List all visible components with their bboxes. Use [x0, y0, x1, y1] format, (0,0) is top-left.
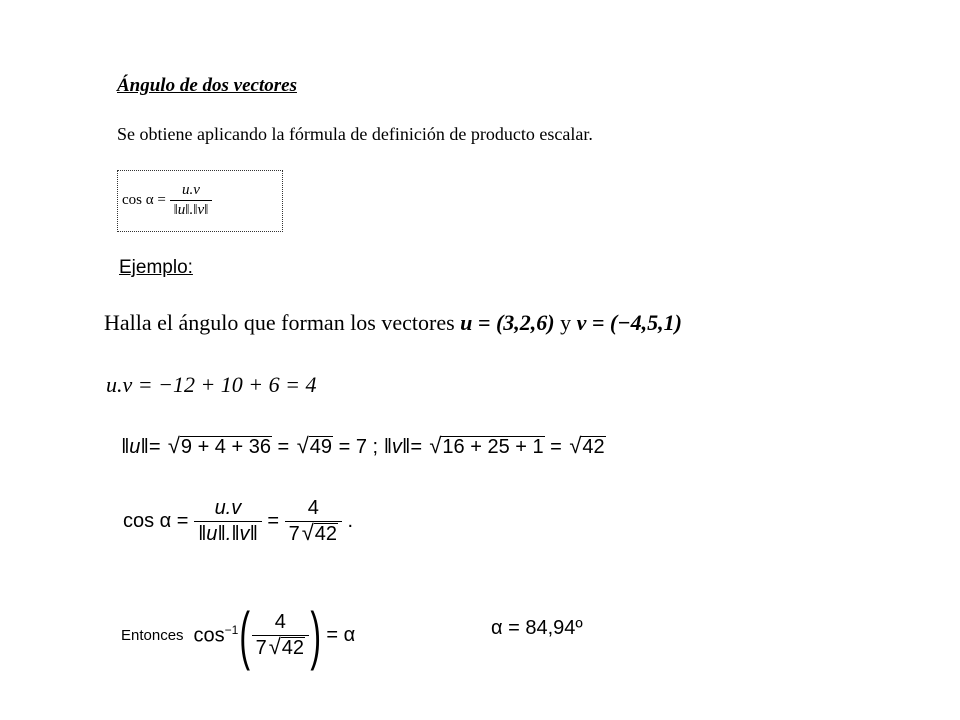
- sqrt-42-radicand: 42: [582, 436, 605, 458]
- sqrt-icon: √: [569, 433, 582, 458]
- sqrt-42-radicand: 42: [281, 636, 305, 659]
- conclusion-denominator: [252, 635, 309, 660]
- sqrt-icon: √: [301, 520, 314, 545]
- norm-u-equals: =: [277, 436, 290, 458]
- conclusion-label: Entonces: [121, 626, 184, 644]
- vector-v-definition: v = (−4,5,1): [576, 310, 682, 335]
- inverse-cos: [194, 623, 239, 648]
- cos-calc-value-denominator: [285, 521, 342, 546]
- problem-conjunction: y: [560, 310, 572, 335]
- problem-statement: [104, 310, 682, 336]
- norm-v-equals: =: [550, 436, 562, 458]
- page-title: Ángulo de dos vectores: [117, 75, 297, 96]
- sqrt-42-radicand: 42: [314, 523, 337, 545]
- cos-calc-lhs: cos α =: [123, 509, 189, 532]
- sqrt-icon: √: [429, 433, 442, 458]
- sqrt-icon: √: [167, 433, 180, 458]
- conclusion-rhs: = α: [326, 623, 356, 646]
- intro-text: Se obtiene aplicando la fórmula de definición de producto escalar.: [117, 124, 593, 144]
- norm-v-lhs: ‖v‖=: [383, 436, 422, 458]
- norms-line: [121, 433, 606, 459]
- angle-result: α = 84,94º: [491, 617, 583, 639]
- right-paren: ): [310, 599, 322, 671]
- sqrt-icon: √: [296, 433, 309, 458]
- cos-calc-value-numerator: 4: [307, 497, 319, 519]
- vector-u-definition: u = (3,2,6): [460, 310, 555, 335]
- formula-lhs: cos α =: [122, 191, 166, 208]
- sqrt-42: [569, 433, 605, 459]
- conclusion-fraction: [252, 611, 309, 660]
- cos-calc-equals: =: [267, 509, 280, 532]
- inverse-cos-func: cos: [193, 624, 225, 647]
- formula-expression: [122, 182, 212, 219]
- cos-calculation: [123, 497, 353, 546]
- sqrt-icon: √: [268, 633, 281, 659]
- dot-product-expression: u.v = −12 + 10 + 6 = 4: [106, 372, 317, 397]
- cos-calc-dot: .: [347, 509, 354, 532]
- conclusion-coef: 7: [255, 636, 267, 659]
- formula-box: [117, 170, 283, 232]
- sqrt-49-radicand: 49: [309, 436, 333, 458]
- formula-denominator: ‖u‖.‖v‖: [170, 200, 213, 219]
- norm-u-lhs: ‖u‖=: [121, 436, 161, 458]
- inverse-cos-exponent: −1: [224, 622, 239, 637]
- sqrt-u-sum-radicand: 9 + 4 + 36: [180, 436, 271, 458]
- cos-calc-fraction: [194, 497, 262, 546]
- cos-calc-value-fraction: [285, 497, 342, 546]
- problem-text: Halla el ángulo que forman los vectores: [104, 310, 455, 335]
- sqrt-49: [296, 433, 333, 459]
- left-paren: (: [239, 599, 251, 671]
- sqrt-v-sum: [429, 433, 544, 459]
- sqrt-42: [301, 520, 338, 546]
- cos-calc-coef: 7: [288, 523, 300, 545]
- example-heading: Ejemplo:: [119, 257, 193, 278]
- conclusion-numerator: 4: [274, 610, 286, 633]
- sqrt-42: [268, 633, 305, 660]
- cos-calc-denominator: ‖u‖.‖v‖: [194, 521, 262, 546]
- sqrt-u-sum: [167, 433, 272, 459]
- conclusion-line: [121, 598, 355, 672]
- norm-u-result: = 7 ;: [338, 436, 379, 458]
- formula-numerator: u.v: [182, 182, 200, 198]
- dot-product-line: [106, 372, 317, 398]
- cos-calc-numerator: u.v: [214, 497, 242, 519]
- sqrt-v-sum-radicand: 16 + 25 + 1: [442, 436, 544, 458]
- formula-fraction: [170, 182, 213, 219]
